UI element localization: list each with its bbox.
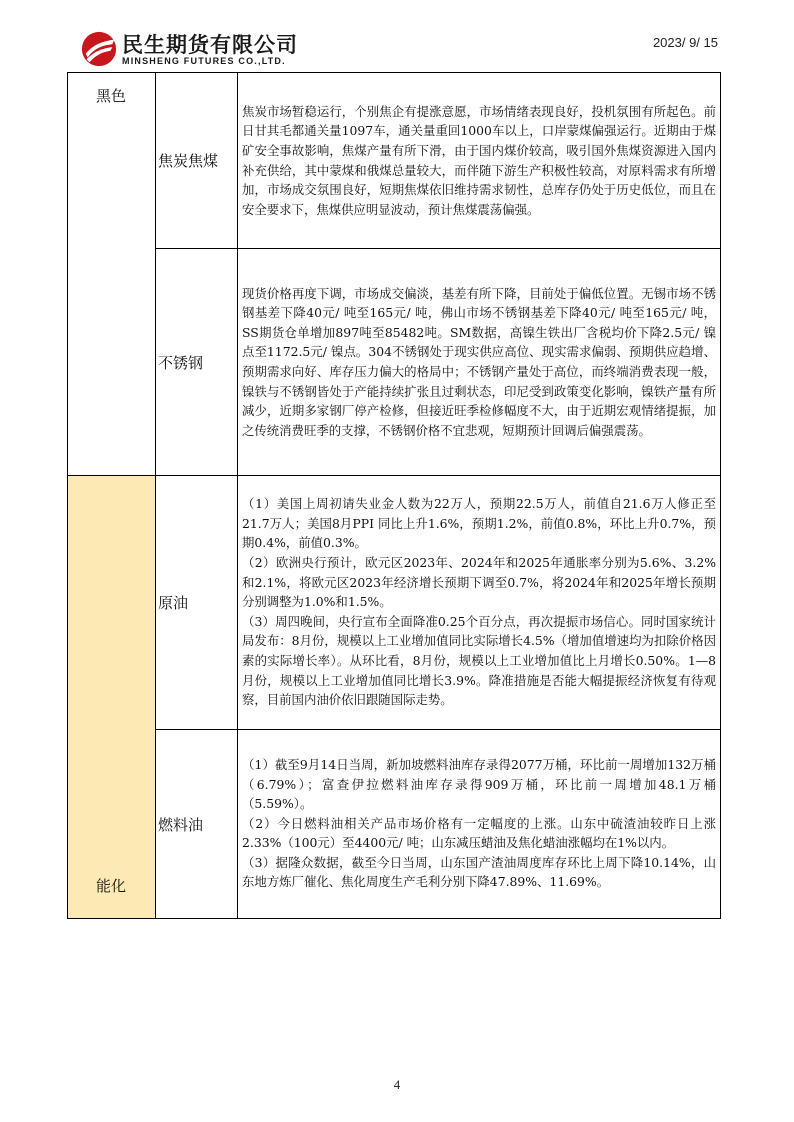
minsheng-logo-icon	[80, 30, 118, 68]
paragraph: （2）欧洲央行预计，欧元区2023年、2024年和2025年通胀率分别为5.6%、3.2%和2.1%，将欧元区2023年经济增长预期下调至0.7%，将2024年和2025年增长预期分别调整为1.0%和1.5%。	[242, 555, 716, 610]
table-row	[68, 249, 721, 476]
sector-energy-chemicals: 能化	[68, 476, 156, 919]
page-header	[0, 0, 794, 72]
company-name-en: MINSHENG FUTURES CO.,LTD.	[122, 56, 286, 66]
commodity-crude-oil: 原油	[156, 476, 238, 730]
report-date: 2023/ 9/ 15	[652, 35, 718, 50]
page-number: 4	[393, 1077, 401, 1092]
commentary-crude-oil	[238, 476, 721, 730]
table-row	[68, 476, 721, 730]
paragraph: （3）据隆众数据，截至今日当周，山东国产渣油周度库存环比上周下降10.14%，山东地方炼厂催化、焦化周度生产毛利分别下降47.89%、11.69%。	[242, 854, 716, 890]
paragraph: 现货价格再度下调，市场成交偏淡，基差有所下降，目前处于偏低位置。无锡市场不锈钢基差下降40元/ 吨至165元/ 吨，佛山市场不锈钢基差下降40元/ 吨至165元/ 吨，SS期货仓单增加897吨至85482吨。SM数据，高镍生铁出厂含税均价下降2.5元/ 镍点至1172.5元/ 镍点。304不锈钢处于现实供应高位、现实需求偏弱、预期供应趋增、预期需求向好、库存压力偏大的格局中；不锈钢产量处于高位，而终端消费表现一般，镍铁与不锈钢皆处于产能持续扩张且过剩状态，印尼受到政策变化影响，镍铁产量有所减少，近期多家钢厂停产检修，但接近旺季检修幅度不大，由于近期宏观情绪提振，加之传统消费旺季的支撑，不锈钢价格不宜悲观，短期预计回调后偏强震荡。	[242, 285, 716, 438]
sector-black: 黑色	[68, 73, 156, 476]
commentary-fuel-oil	[238, 730, 721, 919]
commodity-stainless-steel: 不锈钢	[156, 249, 238, 476]
paragraph: （2）今日燃料油相关产品市场价格有一定幅度的上涨。山东中硫渣油较昨日上涨2.33%（100元）至4400元/ 吨；山东减压蜡油及焦化蜡油涨幅均在1%以内。	[242, 815, 716, 851]
commodity-commentary-table	[67, 72, 721, 919]
paragraph: （3）周四晚间，央行宣布全面降准0.25个百分点，再次提振市场信心。同时国家统计局发布：8月份，规模以上工业增加值同比实际增长4.5%（增加值增速均为扣除价格因素的实际增长率）。从环比看，8月份，规模以上工业增加值比上月增长0.50%。1—8月份，规模以上工业增加值同比增长3.9%。降准措施是否能大幅提振经济恢复有待观察，目前国内油价依旧跟随国际走势。	[242, 613, 716, 708]
commentary-coke-coal	[238, 73, 721, 249]
commodity-coke-coal: 焦炭焦煤	[156, 73, 238, 249]
paragraph: （1）美国上周初请失业金人数为22万人，预期22.5万人，前值自21.6万人修正至21.7万人；美国8月PPI 同比上升1.6%，预期1.2%，前值0.8%，环比上升0.7%，预期0.4%，前值0.3%。	[242, 496, 716, 551]
table-row	[68, 730, 721, 919]
table-row	[68, 73, 721, 249]
commentary-stainless-steel	[238, 249, 721, 476]
commodity-fuel-oil: 燃料油	[156, 730, 238, 919]
paragraph: 焦炭市场暂稳运行，个别焦企有提涨意愿，市场情绪表现良好，投机氛围有所起色。前日甘其毛都通关量1097车，通关量重回1000车以上，口岸蒙煤偏强运行。近期由于煤矿安全事故影响，焦煤产量有所下滑，由于国内煤价较高，吸引国外焦煤资源进入国内补充供给，其中蒙煤和俄煤总量较大，而伴随下游生产积极性较高，对原料需求有所增加，市场成交氛围良好，短期焦煤依旧维持需求韧性，总库存仍处于历史低位，而且在安全要求下，焦煤供应明显波动，预计焦煤震荡偏强。	[242, 103, 716, 217]
company-name-cn: 民生期货有限公司	[122, 33, 298, 57]
paragraph: （1）截至9月14日当周，新加坡燃料油库存录得2077万桶，环比前一周增加132万桶（6.79%）；富查伊拉燃料油库存录得909万桶，环比前一周增加48.1万桶（5.59%）。	[242, 756, 716, 812]
